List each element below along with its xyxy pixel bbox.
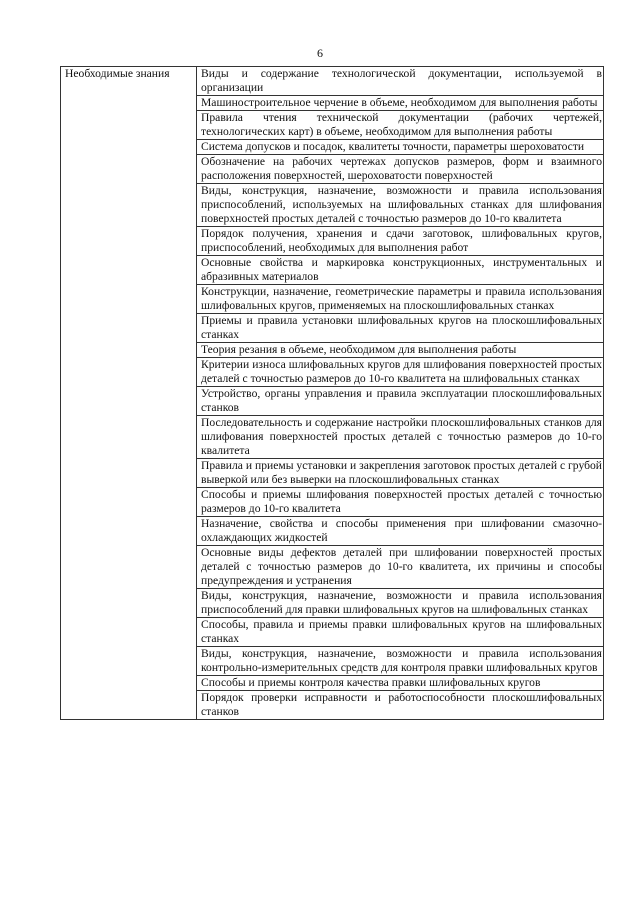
section-label: Необходимые знания (61, 67, 197, 720)
knowledge-item: Виды, конструкция, назначение, возможности и правила использования приспособлений для правки шлифовальных кругов на шлифовальных станках (197, 589, 604, 618)
knowledge-item: Критерии износа шлифовальных кругов для шлифования поверхностей простых деталей с точностью размеров до 10-го квалитета на шлифовальных станках (197, 358, 604, 387)
knowledge-item: Обозначение на рабочих чертежах допусков размеров, форм и взаимного расположения поверхностей, шероховатости поверхностей (197, 155, 604, 184)
knowledge-item: Способы, правила и приемы правки шлифовальных кругов на шлифовальных станках (197, 618, 604, 647)
knowledge-item: Теория резания в объеме, необходимом для выполнения работы (197, 343, 604, 358)
page-number: 6 (317, 46, 323, 60)
knowledge-item: Последовательность и содержание настройки плоскошлифовальных станков для шлифования поверхностей простых деталей с точностью размеров до 10-го квалитета (197, 416, 604, 459)
knowledge-item: Правила чтения технической документации (рабочих чертежей, технологических карт) в объеме, необходимом для выполнения работы (197, 111, 604, 140)
knowledge-table (60, 66, 604, 720)
knowledge-item: Способы и приемы контроля качества правки шлифовальных кругов (197, 676, 604, 691)
knowledge-item: Назначение, свойства и способы применения при шлифовании смазочно-охлаждающих жидкостей (197, 517, 604, 546)
knowledge-item: Порядок получения, хранения и сдачи заготовок, шлифовальных кругов, приспособлений, необходимых для выполнения работ (197, 227, 604, 256)
knowledge-item: Виды, конструкция, назначение, возможности и правила использования приспособлений, используемых на шлифовальных станках для шлифования поверхностей простых деталей с точностью размеров до 10-го квалитета (197, 184, 604, 227)
table-row (61, 67, 604, 96)
knowledge-item: Конструкции, назначение, геометрические параметры и правила использования шлифовальных кругов, применяемых на плоскошлифовальных станках (197, 285, 604, 314)
knowledge-item: Порядок проверки исправности и работоспособности плоскошлифовальных станков (197, 691, 604, 720)
knowledge-item: Устройство, органы управления и правила эксплуатации плоскошлифовальных станков (197, 387, 604, 416)
knowledge-item: Правила и приемы установки и закрепления заготовок простых деталей с грубой выверкой или без выверки на плоскошлифовальных станках (197, 459, 604, 488)
knowledge-item: Основные виды дефектов деталей при шлифовании поверхностей простых деталей с точностью размеров до 10-го квалитета, их причины и способы предупреждения и устранения (197, 546, 604, 589)
knowledge-item: Приемы и правила установки шлифовальных кругов на плоскошлифовальных станках (197, 314, 604, 343)
knowledge-item: Система допусков и посадок, квалитеты точности, параметры шероховатости (197, 140, 604, 155)
knowledge-item: Виды и содержание технологической документации, используемой в организации (197, 67, 604, 96)
knowledge-item: Виды, конструкция, назначение, возможности и правила использования контрольно-измерительных средств для контроля правки шлифовальных кругов (197, 647, 604, 676)
knowledge-item: Основные свойства и маркировка конструкционных, инструментальных и абразивных материалов (197, 256, 604, 285)
knowledge-item: Машиностроительное черчение в объеме, необходимом для выполнения работы (197, 96, 604, 111)
knowledge-item: Способы и приемы шлифования поверхностей простых деталей с точностью размеров до 10-го квалитета (197, 488, 604, 517)
